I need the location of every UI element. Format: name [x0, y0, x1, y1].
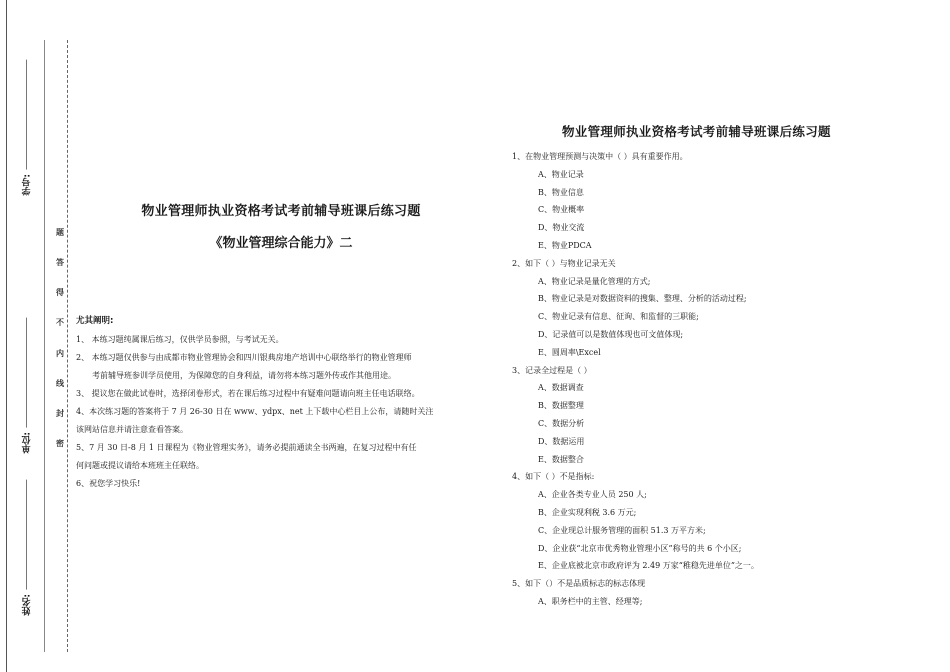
- question-option: D、物业交流: [538, 223, 585, 233]
- name-label: 姓名:: [22, 594, 33, 616]
- question-option: D、记录值可以是数值体现也可文值体现;: [538, 329, 684, 339]
- notice-line: 5、7 月 30 日-8 月 1 日课程为《物业管理实务》，请务必提前通读全书两遍，在复习过程中有任: [76, 443, 417, 452]
- unit-field: [16, 318, 38, 454]
- unit-label: 单位:: [22, 432, 33, 454]
- notice-line: 3、 提议您在做此试卷时，选择闭卷形式，若在课后练习过程中有疑难问题请向班主任电话联络。: [76, 389, 420, 398]
- question-option: C、物业记录有信息、征询、和监督的三职能;: [538, 312, 699, 322]
- question-option: B、数据整理: [538, 401, 584, 411]
- question-option: A、物业记录是量化管理的方式;: [538, 276, 651, 286]
- seal-char: 线: [56, 378, 64, 388]
- name-field: [16, 480, 38, 616]
- seal-char: 封: [56, 408, 64, 418]
- margin-inner-line: [44, 40, 45, 652]
- question-option: E、企业底被北京市政府评为 2.49 万家“稚稳先进单位”之一。: [538, 561, 759, 571]
- notice-line: 何问题或提议请给本班班主任联络。: [76, 461, 204, 470]
- seal-char: 题: [56, 228, 64, 237]
- question-option: A、职务栏中的主管、经理等;: [538, 596, 643, 606]
- question-option: A、企业各类专业人员 250 人;: [538, 490, 647, 500]
- question-option: E、物业PDCA: [538, 240, 592, 250]
- seal-warning: [54, 228, 66, 448]
- question-option: E、数据整合: [538, 454, 584, 464]
- notice-line: 考前辅导班参训学员使用，为保障您的自身利益，请勿将本练习题外传或作其他用途。: [92, 371, 396, 380]
- cut-line: [67, 40, 68, 652]
- notice-heading: 尤其阐明:: [76, 316, 114, 326]
- notice-line: 1、 本练习题纯属课后练习，仅供学员参照，与考试无关。: [76, 335, 284, 344]
- question-stem: 5、如下（）不是品质标志的标志体现: [512, 579, 646, 589]
- question-option: C、物业概率: [538, 205, 585, 215]
- seal-char: 不: [56, 318, 64, 328]
- question-option: C、数据分析: [538, 418, 585, 428]
- notice-line: 2、 本练习题仅供参与由成都市物业管理协会和四川银典房地产培训中心联络举行的物业管理师: [76, 353, 412, 362]
- notice-line: 6、祝您学习快乐!: [76, 479, 141, 488]
- question-option: B、物业信息: [538, 187, 584, 197]
- cover-subtitle: 《物业管理综合能力》二: [209, 236, 353, 251]
- questions-title: 物业管理师执业资格考试考前辅导班课后练习题: [562, 124, 831, 139]
- seal-char: 得: [56, 288, 64, 298]
- question-option: A、数据调查: [538, 383, 584, 393]
- seal-char: 内: [56, 348, 64, 358]
- margin-border-line: [6, 0, 7, 672]
- student-id-blank: [27, 60, 28, 170]
- question-stem: 1、在物业管理预测与决策中（ ）具有重要作用。: [512, 152, 688, 161]
- question-option: B、物业记录是对数据资料的搜集、整理、分析的活动过程;: [538, 294, 747, 304]
- seal-char: 密: [56, 438, 64, 448]
- question-stem: 4、如下（ ）不是指标:: [512, 472, 595, 482]
- notice-line: 4、本次练习题的答案将于 7 月 26-30 日在 www、ydpx、net 上下载中心栏目上公布，请随时关注: [76, 407, 434, 416]
- cover-title: 物业管理师执业资格考试考前辅导班课后练习题: [141, 204, 421, 219]
- unit-blank: [27, 318, 28, 428]
- notice-list: [76, 331, 481, 493]
- question-option: D、企业获“北京市优秀物业管理小区”称号的共 6 个小区;: [538, 543, 742, 553]
- student-id-label: 学号:: [22, 174, 33, 196]
- question-stem: 2、如下（ ）与物业记录无关: [512, 258, 616, 268]
- question-stem: 3、记录全过程是（ ）: [512, 365, 592, 375]
- student-id-field: [16, 60, 38, 196]
- seal-char: 答: [56, 258, 64, 268]
- question-list: [512, 148, 932, 611]
- question-option: B、企业实现利税 3.6 万元;: [538, 507, 637, 517]
- notice-line: 该网站信息并请注意查看答案。: [76, 425, 188, 434]
- name-blank: [27, 480, 28, 590]
- question-option: E、圆周率\Excel: [538, 347, 601, 357]
- question-option: D、数据运用: [538, 436, 585, 446]
- question-option: A、物业记录: [538, 169, 584, 179]
- question-option: C、企业现总计服务管理的面积 51.3 万平方米;: [538, 525, 706, 535]
